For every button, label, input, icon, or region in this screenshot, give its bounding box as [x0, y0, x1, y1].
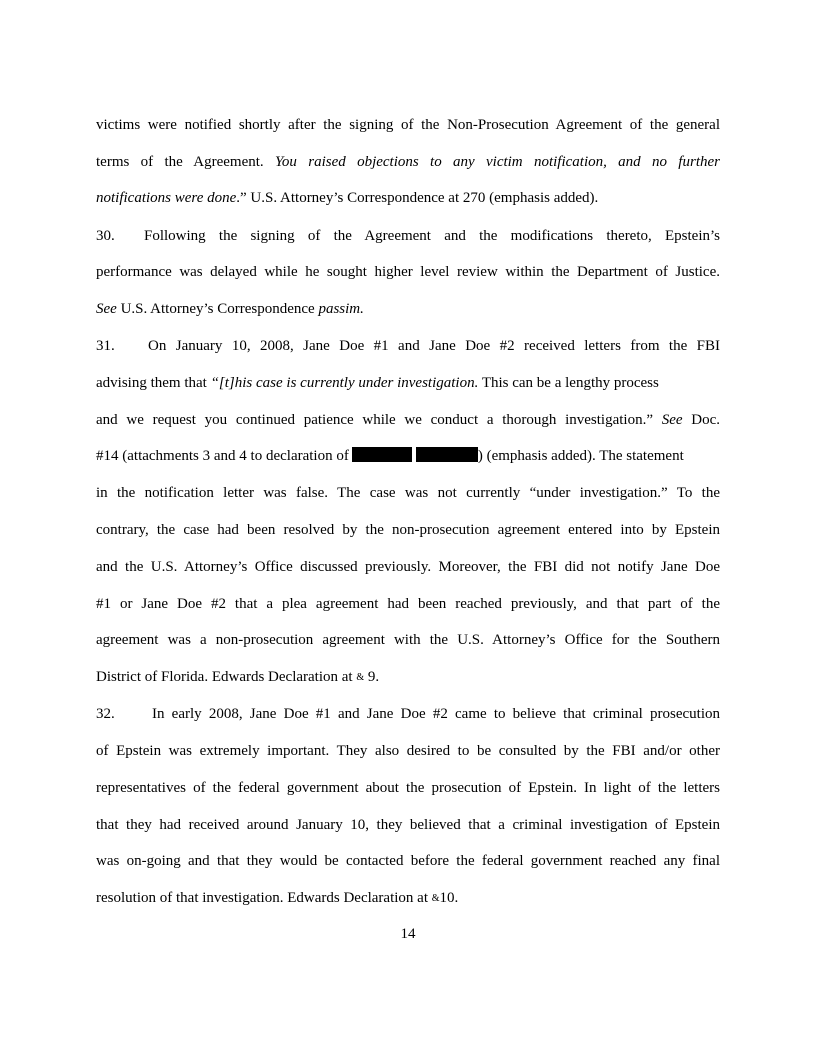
paragraph-number: 30.: [96, 228, 115, 244]
paragraph-number: 32.: [96, 706, 115, 722]
text-line: of Epstein was extremely important. They also desired to be consulted by the FBI and/or other: [96, 743, 720, 759]
paragraph-31-first-line: 31. On January 10, 2008, Jane Doe #1 and Jane Doe #2 received letters from the FBI: [96, 338, 720, 354]
emphasis-text: You raised objections to any victim notification, and no further: [274, 154, 720, 170]
text-line: #14 (attachments 3 and 4 to declaration of ) (emphasis added). The statement: [96, 448, 684, 464]
emphasis-text: notifications were done: [96, 190, 237, 206]
text-line: See U.S. Attorney’s Correspondence passim.: [96, 301, 364, 317]
text-line: advising them that “[t]his case is currently under investigation. This can be a lengthy process: [96, 375, 659, 391]
page-number: 14: [400, 926, 416, 942]
redaction-box: [352, 447, 412, 462]
text-line: agreement was a non-prosecution agreement with the U.S. Attorney’s Office for the Southern: [96, 632, 720, 648]
text-line: and the U.S. Attorney’s Office discussed previously. Moreover, the FBI did not notify Jane Doe: [96, 559, 720, 575]
text-line: District of Florida. Edwards Declaration at & 9.: [96, 669, 380, 685]
text-line: that they had received around January 10, they believed that a criminal investigation of Epstein: [96, 817, 720, 833]
paragraph-30-first-line: 30. Following the signing of the Agreement and the modifications thereto, Epstein’s: [96, 228, 720, 244]
text-line: representatives of the federal government about the prosecution of Epstein. In light of the letters: [96, 780, 720, 796]
paragraph-number: 31.: [96, 338, 115, 354]
text-line: was on-going and that they would be contacted before the federal government reached any final: [96, 853, 720, 869]
text-line: performance was delayed while he sought higher level review within the Department of Justice.: [96, 264, 720, 280]
paragraph-32-first-line: 32. In early 2008, Jane Doe #1 and Jane Doe #2 came to believe that criminal prosecution: [96, 706, 720, 722]
text-line: #1 or Jane Doe #2 that a plea agreement had been reached previously, and that part of the: [96, 596, 720, 612]
text-line: terms of the Agreement. You raised objections to any victim notification, and no further: [96, 154, 720, 170]
paragraph-symbol: &: [356, 672, 365, 683]
text-line: resolution of that investigation. Edwards Declaration at &10.: [96, 890, 459, 906]
text-line: victims were notified shortly after the signing of the Non-Prosecution Agreement of the general: [96, 117, 720, 133]
paragraph-symbol: &: [431, 893, 440, 904]
emphasis-text: “[t]his case is currently under investigation.: [210, 375, 479, 391]
text-line: in the notification letter was false. The case was not currently “under investigation.” To the: [96, 485, 720, 501]
redaction-box: [416, 447, 478, 462]
text-line: notifications were done.” U.S. Attorney’s Correspondence at 270 (emphasis added).: [96, 190, 599, 206]
text-line: contrary, the case had been resolved by the non-prosecution agreement entered into by Epstein: [96, 522, 720, 538]
text-line: and we request you continued patience while we conduct a thorough investigation.” See Doc.: [96, 412, 720, 428]
